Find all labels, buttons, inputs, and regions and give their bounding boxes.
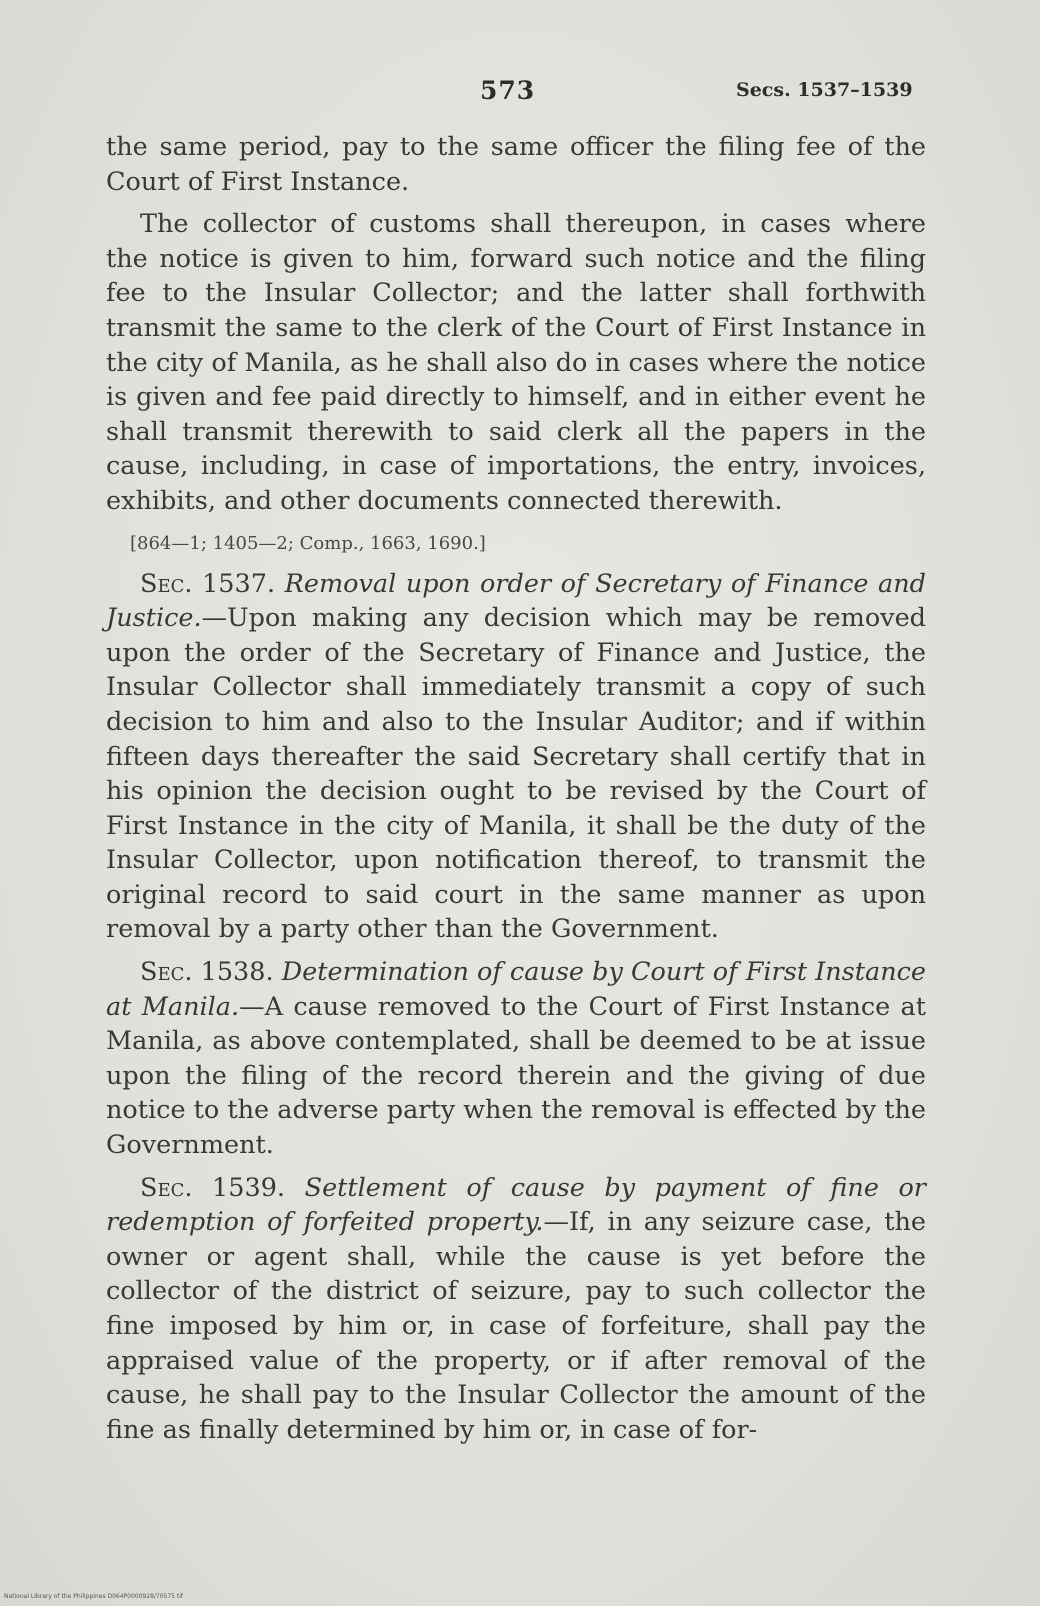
section-1537-label: Sec. 1537. — [140, 568, 276, 599]
section-1537 — [106, 567, 926, 948]
paragraph-collector-of-customs: The collector of customs shall thereupon, in cases where the notice is given to him, forward such notice and the filing fee to the Insular Collector; and the latter shall forthwith transmit the same to the clerk of the Court of First Instance in the city of Manila, as he shall also do in cases where the notice is given and fee paid directly to himself, and in either event he shall transmit therewith to said clerk all the papers in the cause, including, in case of importations, the entry, invoices, exhibits, and other documents connected therewith. — [106, 209, 926, 516]
section-1538-body: —A cause removed to the Court of First Instance at Manila, as above contemplated, shall be deemed to be at issue upon the filing of the record therein and the giving of due notice to the adverse party when the removal is effected by the Government. — [106, 991, 926, 1161]
section-1539 — [106, 1171, 926, 1448]
body-text — [106, 130, 926, 1447]
scan-footer-note: National Library of the Philippines D064P0000928/70575 tif — [4, 1593, 184, 1600]
paragraph-continued: the same period, pay to the same officer the filing fee of the Court of First Instance. — [106, 132, 926, 197]
section-1539-label: Sec. 1539. — [140, 1172, 286, 1203]
section-1539-title: Settlement of cause by payment of fine or redemption of forfeited property. — [106, 1172, 926, 1238]
section-1537-body: —Upon making any decision which may be removed upon the order of the Secretary of Finance and Justice, the Insular Collector shall immediately transmit a copy of such decision to him and also to the Insular Auditor; and if within fifteen days thereafter the said Secretary shall certify that in his opinion the decision ought to be revised by the Court of First Instance in the city of Manila, it shall be the duty of the Insular Collector, upon notification thereof, to transmit the original record to said court in the same manner as upon removal by a party other than the Government. — [106, 603, 926, 945]
section-1538-title: Determination of cause by Court of First Instance at Manila. — [106, 957, 927, 1022]
running-head — [0, 76, 1040, 110]
page-number: 573 — [480, 76, 536, 105]
section-range-heading: Secs. 1537–1539 — [736, 79, 913, 101]
citation-note: [864—1; 1405—2; Comp., 1663, 1690.] — [130, 532, 486, 554]
section-1539-body: —If, in any seizure case, the owner or agent shall, while the cause is yet before the collector of the district of seizure, pay to such collector the fine imposed by him or, in case of forfeiture, shall pay the appraised value of the property, or if after removal of the cause, he shall pay to the Insular Collector the amount of the fine as finally determined by him or, in case of for- — [106, 1207, 926, 1445]
section-1538 — [106, 955, 926, 1163]
section-1537-title: Removal upon order of Secretary of Finance and Justice. — [106, 568, 927, 634]
section-1538-label: Sec. 1538. — [140, 957, 274, 988]
